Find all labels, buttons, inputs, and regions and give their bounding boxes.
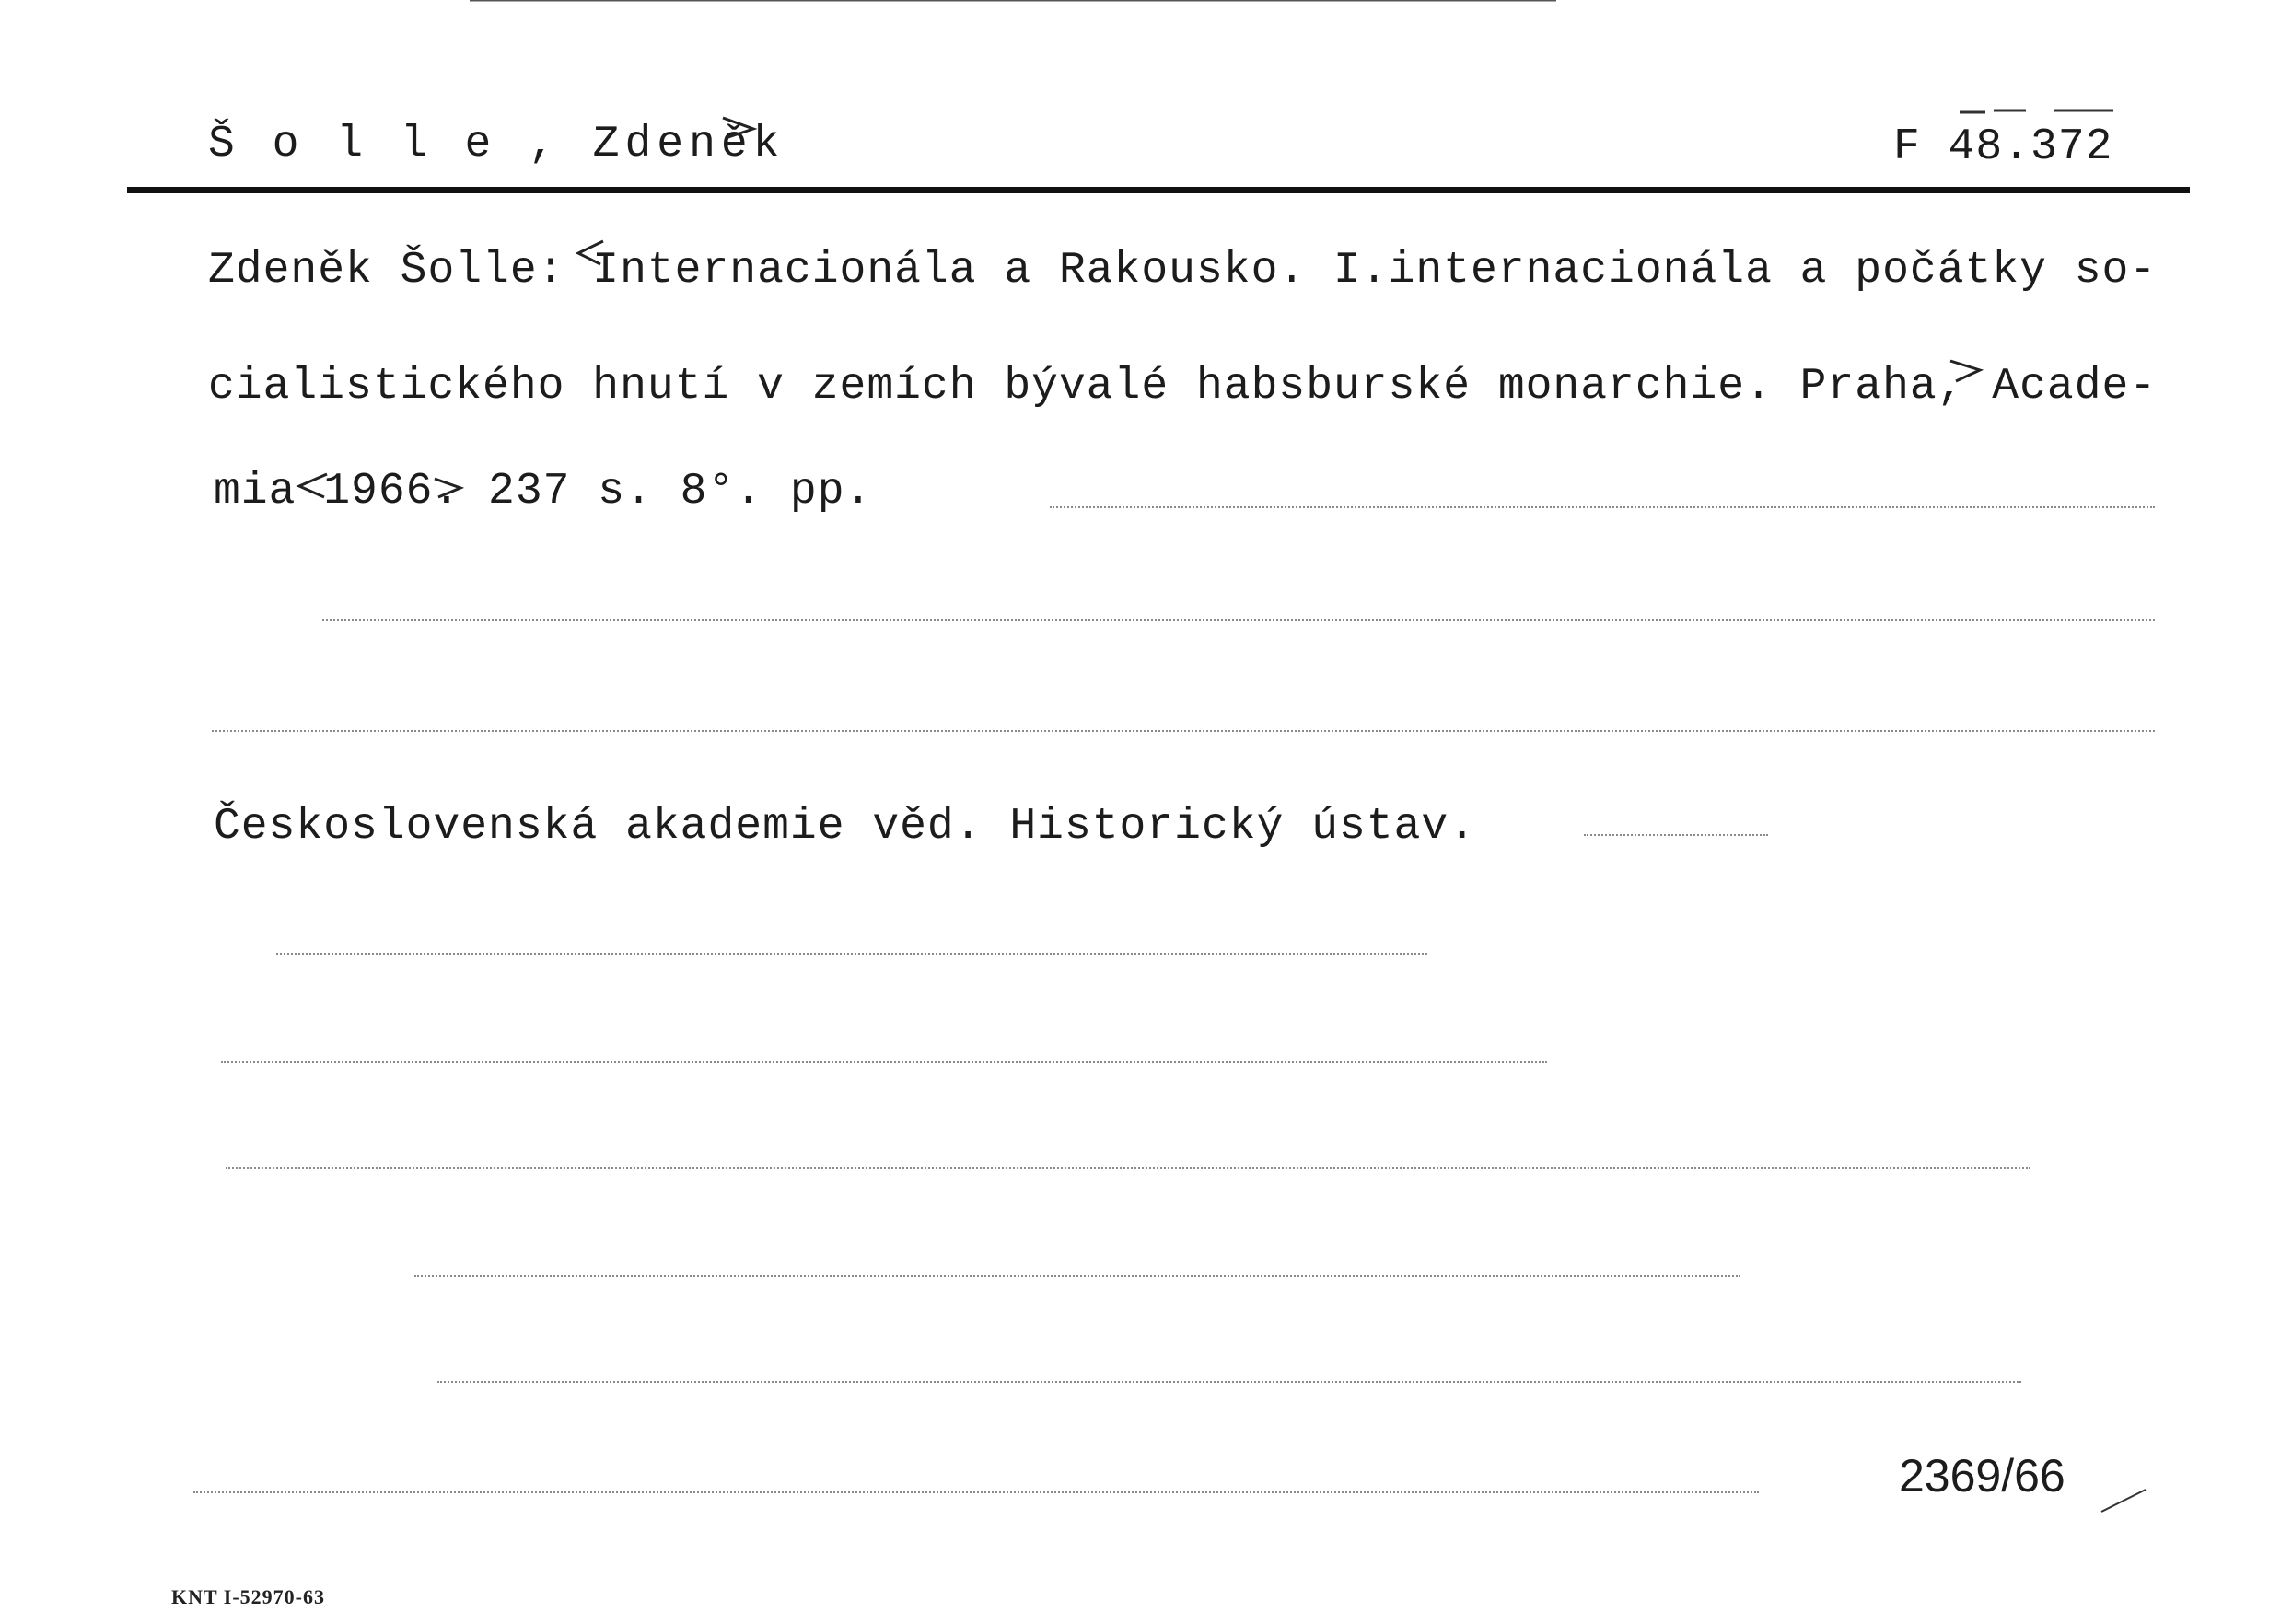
- call-number: F 48.372: [1893, 122, 2113, 172]
- ruled-line: [1584, 834, 1768, 836]
- corporate-author: Československá akademie věd. Historický ústav.: [214, 802, 1477, 852]
- description-line: Zdeněk Šolle: Internacionála a Rakousko. I.internacionála a počátky so-: [208, 246, 2158, 296]
- heading-rule: [127, 187, 2190, 193]
- ruled-line: [437, 1381, 2021, 1383]
- description-line: mia 1966. 237 s. 8°. pp.: [214, 467, 873, 516]
- ruled-line: [322, 619, 2155, 621]
- ruled-line: [221, 1061, 1547, 1063]
- ruled-line: [414, 1275, 1740, 1277]
- ruled-line: [276, 953, 1427, 955]
- heading-author-name: Š o l l e , Zdeněk: [208, 120, 785, 169]
- ruled-line: [1050, 506, 2155, 508]
- description-line: cialistického hnutí v zemích bývalé habsburské monarchie. Praha, Acade-: [208, 362, 2158, 412]
- ruled-line: [193, 1491, 1759, 1493]
- ruled-line: [212, 730, 2155, 732]
- form-number: KNT I-52970-63: [171, 1585, 325, 1608]
- accession-number: 2369/66: [1899, 1450, 2065, 1502]
- ruled-line: [226, 1167, 2030, 1169]
